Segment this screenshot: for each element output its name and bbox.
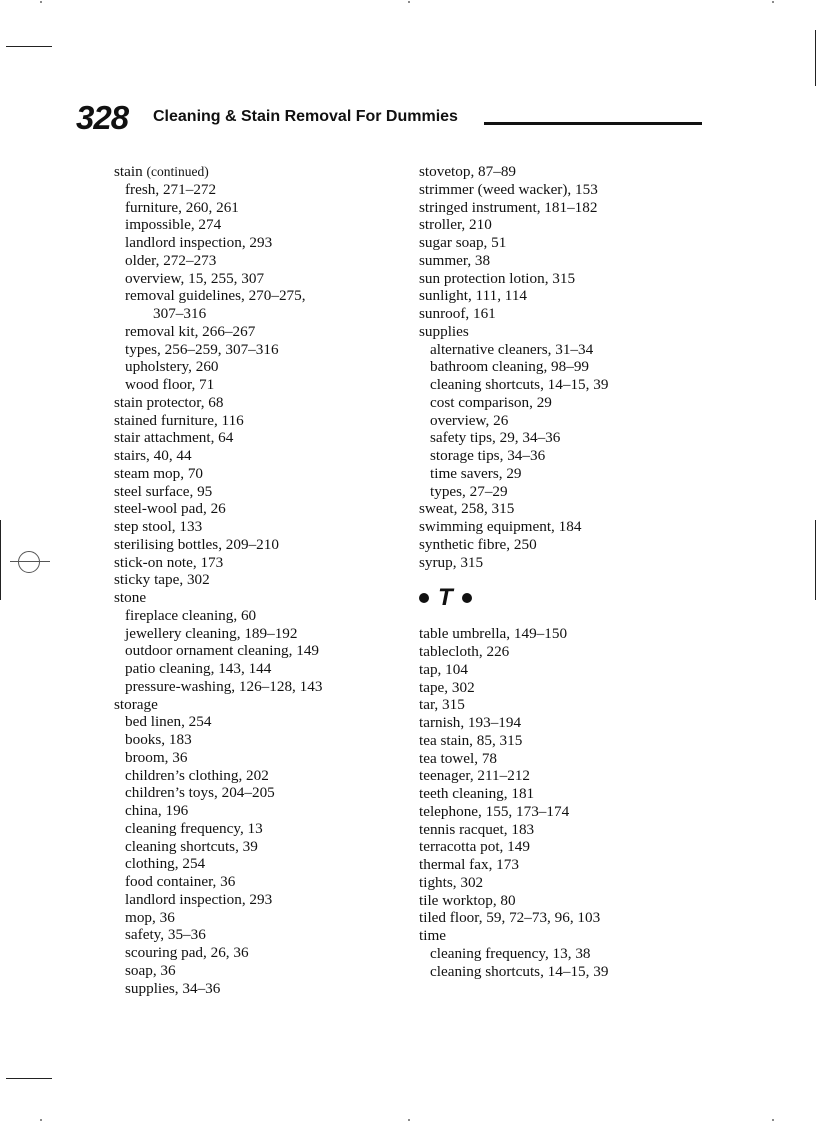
entry-text: tights, 302 <box>419 873 484 891</box>
entry-text: strimmer (weed wacker), 153 <box>419 180 598 198</box>
index-subentry <box>419 945 719 963</box>
entry-text: steam mop, 70 <box>114 464 204 482</box>
entry-text: older, 272–273 <box>125 251 217 269</box>
index-entry <box>419 181 719 199</box>
entry-text: sugar soap, 51 <box>419 234 507 251</box>
entry-text: stained furniture, 116 <box>114 411 244 429</box>
entry-text: types, 256–259, 307–316 <box>125 340 279 358</box>
entry-text: jewellery cleaning, 189–192 <box>125 624 298 642</box>
index-entry <box>114 429 404 447</box>
entry-text: landlord inspection, 293 <box>125 890 273 908</box>
index-entry <box>419 927 719 945</box>
index-entry <box>419 500 719 518</box>
entry-text: overview, 15, 255, 307 <box>125 269 265 287</box>
entry-text: safety tips, 29, 34–36 <box>430 429 561 447</box>
entry-text: impossible, 274 <box>125 216 222 234</box>
entry-text: wood floor, 71 <box>125 376 215 393</box>
index-entry <box>114 571 404 589</box>
index-subentry <box>114 944 404 962</box>
entry-text: supplies, 34–36 <box>125 979 221 997</box>
entry-text: upholstery, 260 <box>125 358 219 376</box>
entry-text: soap, 36 <box>125 961 176 979</box>
corner-dot-bottom-center <box>408 1119 410 1121</box>
index-entry <box>419 305 719 323</box>
index-subentry <box>114 660 404 678</box>
index-subentry <box>114 199 404 217</box>
entry-text: tennis racquet, 183 <box>419 820 535 838</box>
entry-text: stone <box>114 589 147 606</box>
index-subentry <box>419 358 719 376</box>
registration-target-icon <box>18 551 40 573</box>
index-subentry <box>419 429 719 447</box>
entry-text: landlord inspection, 293 <box>125 234 273 251</box>
entry-text: swimming equipment, 184 <box>419 518 582 535</box>
index-subentry <box>114 838 404 856</box>
index-subentry <box>114 784 404 802</box>
index-subentry <box>114 891 404 909</box>
corner-dot-bottom-right <box>772 1119 774 1121</box>
entry-text: sticky tape, 302 <box>114 571 210 589</box>
entry-text: terracotta pot, 149 <box>419 838 530 856</box>
index-entry <box>419 199 719 217</box>
entry-text: china, 196 <box>125 802 189 819</box>
entry-text: sunroof, 161 <box>419 305 496 322</box>
index-entry <box>419 821 719 839</box>
index-entry <box>114 536 404 554</box>
entry-text: teenager, 211–212 <box>419 767 531 785</box>
entry-text: stairs, 40, 44 <box>114 447 192 464</box>
entry-text: storage <box>114 695 158 713</box>
registration-target-line <box>10 561 50 562</box>
entry-text: removal kit, 266–267 <box>125 322 256 340</box>
index-group-t <box>419 625 719 980</box>
index-entry <box>419 696 719 714</box>
entry-text: steel surface, 95 <box>114 482 213 500</box>
entry-text: stain <box>114 163 143 180</box>
entry-text: tea stain, 85, 315 <box>419 731 523 749</box>
entry-text: tar, 315 <box>419 696 465 714</box>
corner-dot-top-center <box>408 1 410 3</box>
corner-dot-top-left <box>40 1 42 3</box>
entry-text: sterilising bottles, 209–210 <box>114 535 279 553</box>
entry-text: children’s toys, 204–205 <box>125 784 275 802</box>
entry-text: pressure-washing, 126–128, 143 <box>125 677 323 695</box>
entry-text: steel-wool pad, 26 <box>114 500 226 518</box>
index-subentry <box>114 287 404 305</box>
index-entry <box>419 163 719 181</box>
entry-text: sweat, 258, 315 <box>419 500 515 518</box>
header-rule <box>484 122 702 125</box>
entry-text: overview, 26 <box>430 411 509 429</box>
entry-text: synthetic fibre, 250 <box>419 535 537 553</box>
entry-text: time <box>419 927 446 944</box>
index-entry <box>419 518 719 536</box>
entry-text: fireplace cleaning, 60 <box>125 606 257 624</box>
index-subentry <box>114 341 404 359</box>
entry-text: tiled floor, 59, 72–73, 96, 103 <box>419 909 601 927</box>
index-subentry <box>419 483 719 501</box>
index-entry <box>419 785 719 803</box>
page-number: 328 <box>76 99 129 136</box>
index-entry <box>114 589 404 607</box>
index-entry <box>114 500 404 518</box>
entry-text: tile worktop, 80 <box>419 891 516 909</box>
index-entry <box>114 447 404 465</box>
entry-text: food container, 36 <box>125 873 236 890</box>
entry-text: 307–316 <box>153 305 207 322</box>
book-title: Cleaning & Stain Removal For Dummies <box>153 108 458 125</box>
entry-text: cleaning frequency, 13 <box>125 819 263 837</box>
entry-text: cleaning frequency, 13, 38 <box>430 944 591 962</box>
index-subentry <box>419 394 719 412</box>
entry-text: table umbrella, 149–150 <box>419 625 568 643</box>
running-header <box>76 98 704 138</box>
entry-text: sun protection lotion, 315 <box>419 269 576 287</box>
entry-text: stain protector, 68 <box>114 393 224 411</box>
index-entry <box>419 803 719 821</box>
index-subentry <box>114 909 404 927</box>
section-letter: T <box>438 584 453 612</box>
index-subentry <box>419 376 719 394</box>
index-subentry <box>114 980 404 998</box>
index-entry <box>419 536 719 554</box>
entry-text: tea towel, 78 <box>419 749 498 767</box>
entry-text: stroller, 210 <box>419 216 492 234</box>
index-entry <box>114 518 404 536</box>
entry-text: tarnish, 193–194 <box>419 714 522 731</box>
index-entry <box>114 394 404 412</box>
index-subentry <box>114 252 404 270</box>
index-entry <box>419 874 719 892</box>
entry-text: stringed instrument, 181–182 <box>419 198 598 216</box>
index-subentry <box>114 376 404 394</box>
entry-text: telephone, 155, 173–174 <box>419 802 570 820</box>
index-subentry <box>114 802 404 820</box>
index-subentry <box>114 962 404 980</box>
index-subentry <box>419 447 719 465</box>
continued-note: (continued) <box>146 164 209 179</box>
section-heading-t <box>419 571 719 625</box>
entry-text: children’s clothing, 202 <box>125 766 269 784</box>
index-subentry <box>419 341 719 359</box>
index-subentry <box>114 234 404 252</box>
entry-text: outdoor ornament cleaning, 149 <box>125 642 320 660</box>
index-subentry <box>114 625 404 643</box>
entry-text: summer, 38 <box>419 251 491 269</box>
entry-text: stick-on note, 173 <box>114 553 224 571</box>
entry-text: sunlight, 111, 114 <box>419 287 528 305</box>
entry-text: broom, 36 <box>125 748 188 766</box>
entry-text: step stool, 133 <box>114 518 203 535</box>
entry-text: tape, 302 <box>419 678 475 696</box>
index-entry <box>419 554 719 572</box>
entry-text: books, 183 <box>125 731 192 748</box>
corner-dot-bottom-left <box>40 1119 42 1121</box>
index-subentry <box>114 607 404 625</box>
index-subentry <box>114 731 404 749</box>
index-entry <box>419 216 719 234</box>
index-subentry <box>114 873 404 891</box>
index-entry <box>419 909 719 927</box>
index-entry <box>419 679 719 697</box>
index-group-s <box>419 163 719 571</box>
index-entry <box>419 767 719 785</box>
index-subentry <box>419 465 719 483</box>
index-entry <box>419 252 719 270</box>
index-entry <box>114 483 404 501</box>
crop-mark-bottom-left <box>6 1078 52 1079</box>
entry-text: thermal fax, 173 <box>419 856 519 873</box>
entry-text: tablecloth, 226 <box>419 643 510 660</box>
index-subentry <box>114 642 404 660</box>
index-subentry <box>114 855 404 873</box>
entry-text: syrup, 315 <box>419 553 484 571</box>
entry-text: removal guidelines, 270–275, <box>125 287 306 305</box>
index-entry <box>419 625 719 643</box>
index-subentry <box>419 963 719 981</box>
index-entry <box>419 856 719 874</box>
entry-text: bed linen, 254 <box>125 713 212 731</box>
index-subentry <box>114 270 404 288</box>
entry-text: safety, 35–36 <box>125 926 206 944</box>
index-entry <box>419 270 719 288</box>
entry-text: cleaning shortcuts, 39 <box>125 837 258 855</box>
entry-text: types, 27–29 <box>430 482 508 500</box>
entry-text: clothing, 254 <box>125 855 206 873</box>
index-subentry <box>419 412 719 430</box>
index-entry <box>419 714 719 732</box>
index-entry <box>114 163 404 181</box>
index-subentry <box>114 216 404 234</box>
index-subentry <box>114 749 404 767</box>
index-entry <box>114 696 404 714</box>
index-entry <box>419 750 719 768</box>
entry-text: storage tips, 34–36 <box>430 447 546 464</box>
entry-text: supplies <box>419 322 469 340</box>
index-subentry <box>114 767 404 785</box>
crop-mark-left-middle <box>0 520 1 600</box>
entry-text: mop, 36 <box>125 908 175 926</box>
index-column-right <box>419 163 719 980</box>
index-subentry <box>114 820 404 838</box>
index-subentry <box>114 181 404 199</box>
index-entry <box>419 643 719 661</box>
index-entry <box>419 234 719 252</box>
index-entry <box>419 287 719 305</box>
index-entry <box>114 465 404 483</box>
entry-text: cost comparison, 29 <box>430 393 552 411</box>
entry-text: time savers, 29 <box>430 464 522 482</box>
bullet-icon <box>419 593 429 603</box>
entry-text: alternative cleaners, 31–34 <box>430 340 594 358</box>
index-entry <box>419 661 719 679</box>
crop-mark-top-left <box>6 46 52 47</box>
index-subentry <box>114 323 404 341</box>
entry-text: tap, 104 <box>419 660 468 678</box>
entry-text: patio cleaning, 143, 144 <box>125 660 272 677</box>
entry-text: bathroom cleaning, 98–99 <box>430 358 590 376</box>
index-entry <box>419 892 719 910</box>
entry-text: furniture, 260, 261 <box>125 198 239 216</box>
index-entry <box>419 323 719 341</box>
entry-text: scouring pad, 26, 36 <box>125 944 249 961</box>
index-entry <box>419 838 719 856</box>
entry-text: stovetop, 87–89 <box>419 163 517 180</box>
bullet-icon <box>462 593 472 603</box>
index-entry <box>419 732 719 750</box>
index-column-left <box>114 163 404 997</box>
entry-text: cleaning shortcuts, 14–15, 39 <box>430 376 609 393</box>
index-subentry <box>114 713 404 731</box>
index-subentry <box>114 358 404 376</box>
index-subentry <box>114 926 404 944</box>
entry-text: teeth cleaning, 181 <box>419 785 535 802</box>
index-subentry <box>114 678 404 696</box>
corner-dot-top-right <box>772 1 774 3</box>
entry-text: stair attachment, 64 <box>114 429 234 447</box>
entry-text: fresh, 271–272 <box>125 180 217 198</box>
entry-text: cleaning shortcuts, 14–15, 39 <box>430 962 609 980</box>
index-entry-continuation <box>114 305 404 323</box>
index-entry <box>114 412 404 430</box>
index-entry <box>114 554 404 572</box>
